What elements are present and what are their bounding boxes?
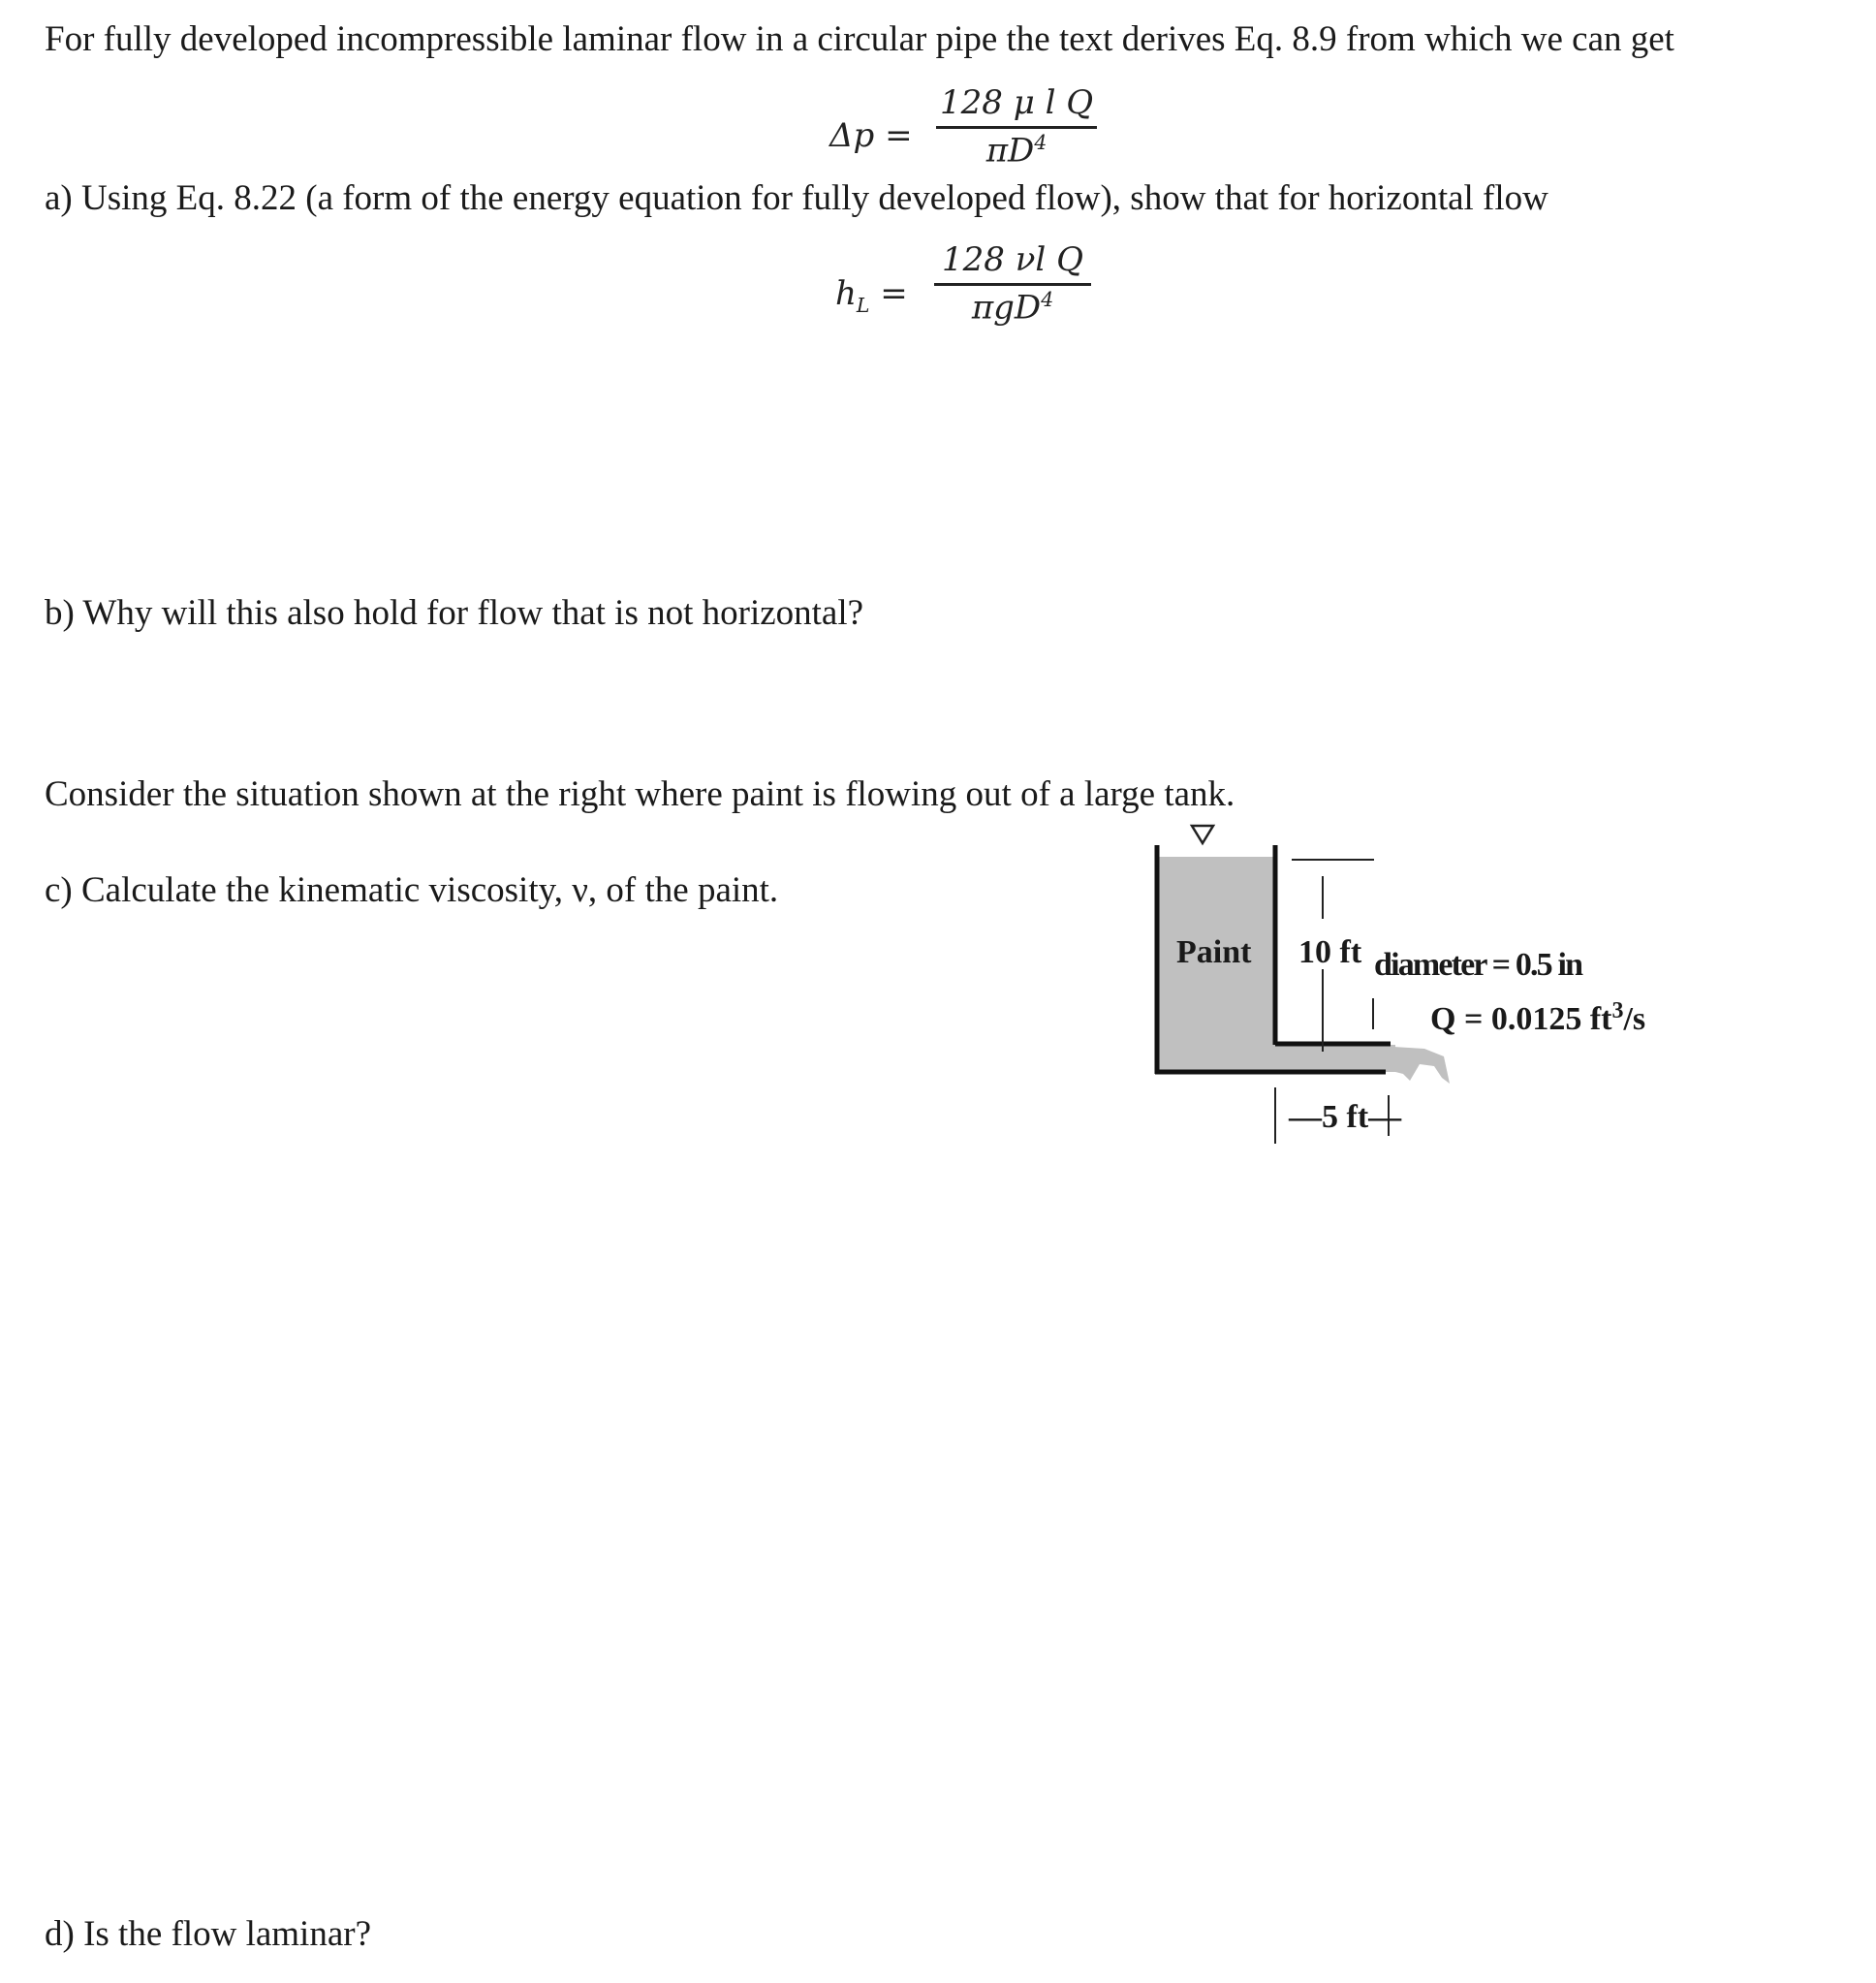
part-b-text: b) Why will this also hold for flow that is not horizontal? [45,593,864,633]
diameter-label: diameter = 0.5 in [1374,947,1583,983]
flow-rate-label [1430,998,1645,1037]
eq1-lhs: Δp = [829,116,913,155]
flow-rate-value: Q = 0.0125 ft [1430,1001,1612,1037]
scenario-text: Consider the situation shown at the right where paint is flowing out of a large tank. [45,774,1235,814]
height-label: 10 ft [1298,934,1362,970]
intro-text: For fully developed incompressible laminar flow in a circular pipe the text derives Eq. 8.9 from which we can get [45,19,1674,59]
tank-label: Paint [1176,934,1252,970]
eq2-equals: = [880,274,908,313]
length-label: —5 ft— [1289,1099,1402,1135]
eq1-exponent: 4 [1034,131,1047,154]
part-c-text: c) Calculate the kinematic viscosity, ν, of the paint. [45,870,779,910]
eq2-numerator: 128 νl Q [942,240,1083,279]
eq2-denominator-base: πgD [971,288,1042,328]
eq2-exponent: 4 [1041,288,1054,311]
free-surface-triangle-icon [1192,826,1213,843]
eq2-lhs-sub: L [856,293,870,317]
flow-rate-exponent: 3 [1611,998,1624,1023]
eq1-denominator-base: πD [985,131,1035,171]
flow-rate-unit: /s [1623,1001,1646,1037]
part-d-text: d) Is the flow laminar? [45,1914,371,1954]
part-a-text: a) Using Eq. 8.22 (a form of the energy equation for fully developed flow), show that for horizontal flow [45,178,1548,218]
eq2-lhs-h: h [835,274,857,313]
eq1-numerator: 128 μ l Q [940,83,1094,122]
